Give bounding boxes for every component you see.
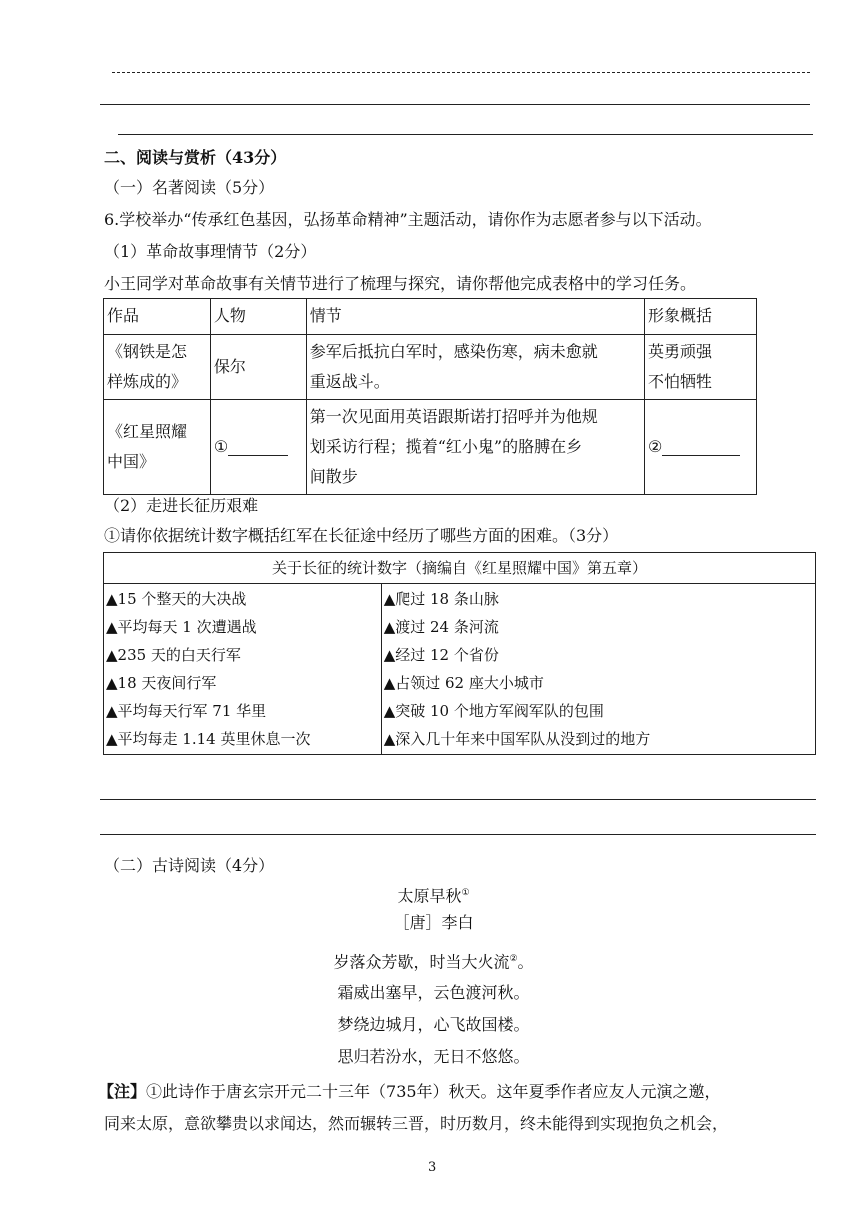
long-march-stats-table bbox=[103, 552, 816, 755]
cell-image-1: 英勇顽强 不怕牺牲 bbox=[645, 335, 757, 400]
plot-table bbox=[103, 298, 757, 495]
stat-item: ▲深入几十年来中国军队从没到过的地方 bbox=[383, 730, 651, 748]
cell-person-1: 保尔 bbox=[210, 335, 306, 400]
note-line-1: 【注】①此诗作于唐玄宗开元二十三年（735年）秋天。这年夏季作者应友人元演之邀， bbox=[98, 1082, 721, 1101]
cell-person-2[interactable]: ① bbox=[210, 400, 306, 495]
header-work: 作品 bbox=[104, 299, 211, 335]
question-6-text: 6.学校举办“传承红色基因，弘扬革命精神”主题活动，请你作为志愿者参与以下活动。 bbox=[104, 210, 712, 229]
stat-item: ▲18 天夜间行军 bbox=[106, 674, 217, 692]
cell-work-2: 《红星照耀 中国》 bbox=[104, 400, 211, 495]
part1-title: （一）名著阅读（5分） bbox=[104, 178, 275, 197]
question-6-1-title: （1）革命故事理情节（2分） bbox=[104, 242, 317, 261]
poem-line-4: 思归若汾水，无日不悠悠。 bbox=[337, 1047, 530, 1066]
stat-item: ▲235 天的白天行军 bbox=[106, 646, 241, 664]
part2-title: （二）古诗阅读（4分） bbox=[104, 856, 275, 875]
poem-author: ［唐］李白 bbox=[393, 913, 474, 932]
poem-title: 太原早秋① bbox=[397, 886, 470, 906]
question-6-2-title: （2）走进长征历艰难 bbox=[104, 496, 259, 515]
answer-line-3 bbox=[118, 134, 813, 135]
header-person: 人物 bbox=[210, 299, 306, 335]
answer-line-4 bbox=[100, 799, 816, 800]
page-number: 3 bbox=[428, 1160, 437, 1175]
note-line-2: 同来太原，意欲攀贵以求闻达，然而辗转三晋，时历数月，终未能得到实现抱负之机会， bbox=[104, 1114, 729, 1133]
stat-item: ▲爬过 18 条山脉 bbox=[383, 590, 499, 608]
stat-item: ▲经过 12 个省份 bbox=[383, 646, 499, 664]
stat-item: ▲平均每走 1.14 英里休息一次 bbox=[106, 730, 311, 748]
stat-item: ▲15 个整天的大决战 bbox=[106, 590, 247, 608]
stat-item: ▲平均每天 1 次遭遇战 bbox=[106, 618, 257, 636]
cell-image-2[interactable]: ② bbox=[645, 400, 757, 495]
poem-line-1: 岁落众芳歇，时当大火流②。 bbox=[333, 952, 534, 972]
stat-item: ▲占领过 62 座大小城市 bbox=[383, 674, 544, 692]
cell-plot-2: 第一次见面用英语跟斯诺打招呼并为他规 划采访行程；揽着“红小鬼”的胳膊在乡 间散步 bbox=[306, 400, 644, 495]
stat-item: ▲平均每天行军 71 华里 bbox=[106, 702, 267, 720]
cell-work-1: 《钢铁是怎 样炼成的》 bbox=[104, 335, 211, 400]
answer-line-1 bbox=[112, 72, 810, 73]
stats-left-column bbox=[104, 584, 382, 755]
header-image: 形象概括 bbox=[645, 299, 757, 335]
answer-blank-1[interactable] bbox=[228, 439, 288, 456]
header-plot: 情节 bbox=[306, 299, 644, 335]
stats-title: 关于长征的统计数字（摘编自《红星照耀中国》第五章） bbox=[104, 553, 816, 584]
answer-line-5 bbox=[100, 834, 816, 835]
poem-line-3: 梦绕边城月，心飞故国楼。 bbox=[337, 1015, 530, 1034]
poem-line-2: 霜威出塞早，云色渡河秋。 bbox=[337, 983, 530, 1002]
cell-plot-1: 参军后抵抗白军时，感染伤寒，病未愈就 重返战斗。 bbox=[306, 335, 644, 400]
stat-item: ▲渡过 24 条河流 bbox=[383, 618, 499, 636]
stat-item: ▲突破 10 个地方军阀军队的包围 bbox=[383, 702, 604, 720]
stats-right-column bbox=[381, 584, 815, 755]
section-title: 二、阅读与赏析（43分） bbox=[104, 148, 287, 167]
question-6-1-intro: 小王同学对革命故事有关情节进行了梳理与探究，请你帮他完成表格中的学习任务。 bbox=[104, 274, 697, 293]
answer-blank-2[interactable] bbox=[662, 439, 740, 456]
question-6-2-prompt: ①请你依据统计数字概括红军在长征途中经历了哪些方面的困难。（3分） bbox=[104, 526, 619, 545]
answer-line-2 bbox=[100, 104, 810, 105]
